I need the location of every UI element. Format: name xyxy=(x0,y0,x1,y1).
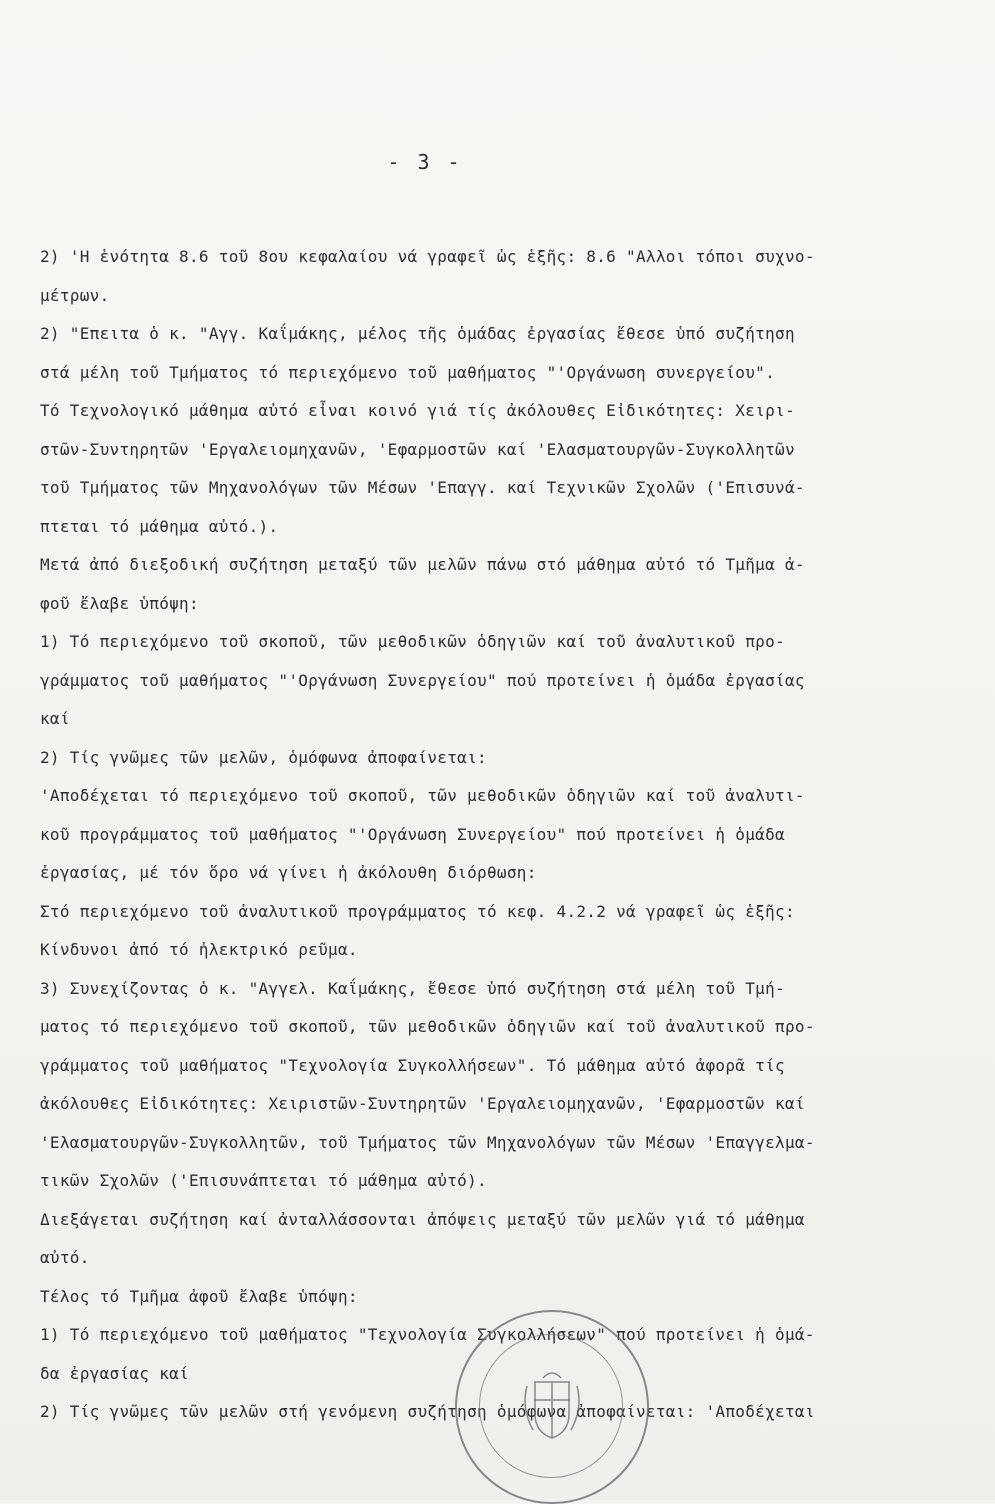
text-line: Τέλος τό Τμῆμα ἀφοῦ ἔλαβε ὑπόψη: xyxy=(40,1286,358,1306)
text-line: 2) Τίς γνῶμες τῶν μελῶν, ὁμόφωνα ἀποφαίνεται: xyxy=(40,747,487,767)
text-line: 1) Τό περιεχόμενο τοῦ μαθήματος "Τεχνολογία Συγκολλήσεων" πού προτείνει ἡ ὁμά- xyxy=(40,1325,815,1344)
text-line: φοῦ ἔλαβε ὑπόψη: xyxy=(40,593,199,613)
text-line: τικῶν Σχολῶν ('Επισυνάπτεται τό μάθημα αὐτό). xyxy=(40,1171,487,1190)
text-line: ματος τό περιεχόμενο τοῦ σκοποῦ, τῶν μεθοδικῶν ὁδηγιῶν καί τοῦ ἀναλυτικοῦ προ- xyxy=(40,1017,815,1036)
text-line: 'Ελασματουργῶν-Συγκολλητῶν, τοῦ Τμήματος τῶν Μηχανολόγων τῶν Μέσων 'Επαγγελμα- xyxy=(40,1132,815,1152)
text-line: δα ἐργασίας καί xyxy=(40,1363,189,1383)
text-line: στῶν-Συντηρητῶν 'Εργαλειομηχανῶν, 'Εφαρμοστῶν καί 'Ελασματουργῶν-Συγκολλητῶν xyxy=(40,439,795,459)
coat-of-arms-icon xyxy=(457,1312,647,1502)
official-seal-stamp xyxy=(455,1310,649,1504)
text-line: γράμματος τοῦ μαθήματος "Τεχνολογία Συγκολλήσεων". Τό μάθημα αὐτό ἀφορᾶ τίς xyxy=(40,1055,785,1075)
text-line: Κίνδυνοι ἀπό τό ἠλεκτρικό ρεῦμα. xyxy=(40,940,358,959)
text-line: Τό Τεχνολογικό μάθημα αὐτό εἶναι κοινό γιά τίς ἀκόλουθες Εἰδικότητες: Χειρι- xyxy=(40,401,795,420)
text-line: καί xyxy=(40,709,70,728)
text-line: ἀκόλουθες Εἰδικότητες: Χειριστῶν-Συντηρητῶν 'Εργαλειομηχανῶν, 'Εφαρμοστῶν καί xyxy=(40,1094,805,1113)
text-line: ἐργασίας, μέ τόν ὅρο νά γίνει ἡ ἀκόλουθη διόρθωση: xyxy=(40,863,537,882)
text-line: Διεξάγεται συζήτηση καί ἀνταλλάσσονται ἀπόψεις μεταξύ τῶν μελῶν γιά τό μάθημα xyxy=(40,1209,805,1229)
text-line: 2) Τίς γνῶμες τῶν μελῶν στή γενόμενη συζήτηση ὁμόφωνα ἀποφαίνεται: 'Αποδέχεται xyxy=(40,1402,815,1421)
text-line: κοῦ προγράμματος τοῦ μαθήματος "'Οργάνωση Συνεργείου" πού προτείνει ἡ ὁμάδα xyxy=(40,824,785,844)
text-line: πτεται τό μάθημα αὐτό.). xyxy=(40,516,279,536)
text-line: 2) "Επειτα ὁ κ. "Αγγ. Καΐμάκης, μέλος τῆς ὁμάδας ἐργασίας ἔθεσε ὑπό συζήτηση xyxy=(40,324,795,343)
text-line: αὐτό. xyxy=(40,1248,90,1267)
text-line: 2) 'Η ἑνότητα 8.6 τοῦ 8ου κεφαλαίου νά γραφεῖ ὡς ἑξῆς: 8.6 "Αλλοι τόποι συχνο- xyxy=(40,247,815,266)
page-number: - 3 - xyxy=(387,150,463,174)
text-line: Στό περιεχόμενο τοῦ ἀναλυτικοῦ προγράμματος τό κεφ. 4.2.2 νά γραφεῖ ὡς ἑξῆς: xyxy=(40,901,795,921)
text-line: μέτρων. xyxy=(40,285,110,305)
text-line: 1) Τό περιεχόμενο τοῦ σκοποῦ, τῶν μεθοδικῶν ὁδηγιῶν καί τοῦ ἀναλυτικοῦ προ- xyxy=(40,632,785,651)
text-line: 'Αποδέχεται τό περιεχόμενο τοῦ σκοποῦ, τῶν μεθοδικῶν ὁδηγιῶν καί τοῦ ἀναλυτι- xyxy=(40,786,805,805)
text-line: 3) Συνεχίζοντας ὁ κ. "Αγγελ. Καΐμάκης, ἔθεσε ὑπό συζήτηση στά μέλη τοῦ Τμή- xyxy=(40,978,785,998)
text-line: γράμματος τοῦ μαθήματος "'Οργάνωση Συνεργείου" πού προτείνει ἡ ὁμάδα ἐργασίας xyxy=(40,670,805,690)
text-line: τοῦ Τμήματος τῶν Μηχανολόγων τῶν Μέσων 'Επαγγ. καί Τεχνικῶν Σχολῶν ('Επισυνά- xyxy=(40,478,805,497)
typewritten-body xyxy=(40,238,920,1432)
text-line: στά μέλη τοῦ Τμήματος τό περιεχόμενο τοῦ μαθήματος "'Οργάνωση συνεργείου". xyxy=(40,362,776,382)
text-line: Μετά ἀπό διεξοδική συζήτηση μεταξύ τῶν μελῶν πάνω στό μάθημα αὐτό τό Τμῆμα ἀ- xyxy=(40,555,805,574)
